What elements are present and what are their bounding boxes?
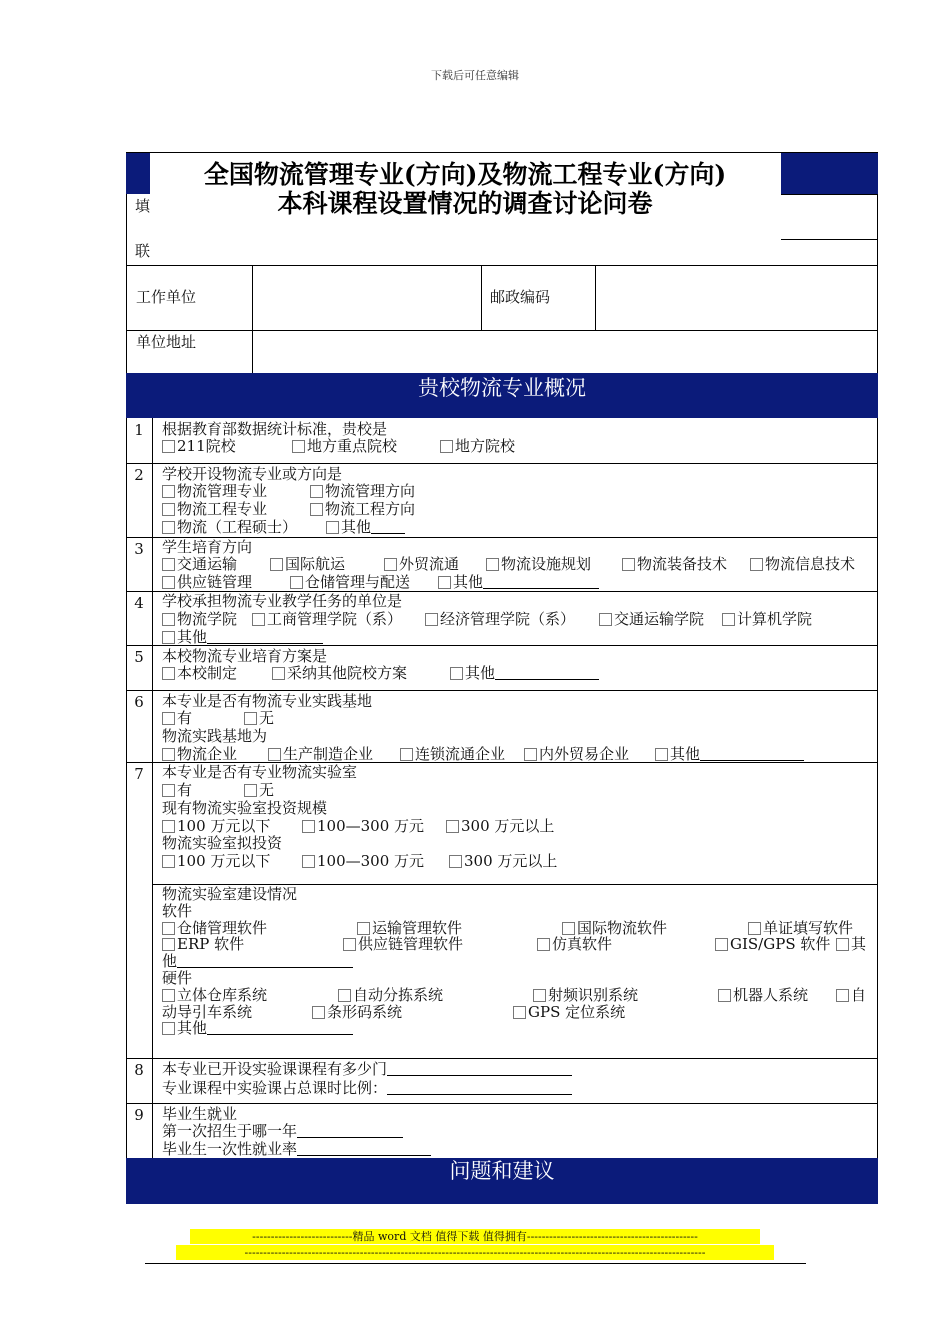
q7-number: 7 <box>134 765 144 783</box>
checkbox-icon <box>310 485 323 498</box>
q7-invest-option[interactable]: 300 万元以上 <box>446 817 554 835</box>
q7-hardware-option[interactable]: 立体仓库系统 <box>162 986 267 1004</box>
title-line-2: 本科课程设置情况的调查讨论问卷 <box>277 189 653 218</box>
q2-option-other[interactable]: 其他 <box>326 518 405 536</box>
checkbox-icon <box>310 503 323 516</box>
q7-option-yes[interactable]: 有 <box>162 781 192 799</box>
checkbox-icon <box>425 613 438 626</box>
q4-option[interactable]: 经济管理学院（系） <box>425 610 575 628</box>
q8-course-count[interactable]: 本专业已开设实验课课程有多少门 <box>162 1060 572 1078</box>
checkbox-icon <box>718 989 731 1002</box>
header-note: 下载后可任意编辑 <box>431 69 519 82</box>
checkbox-icon <box>748 922 761 935</box>
q8-lab-ratio[interactable]: 专业课程中实验课占总课时比例： <box>162 1079 572 1097</box>
checkbox-icon <box>162 503 175 516</box>
q5-text: 本校物流专业培育方案是 <box>162 647 328 665</box>
checkbox-icon <box>438 576 451 589</box>
q2-number: 2 <box>134 466 144 484</box>
checkbox-icon <box>162 440 175 453</box>
q1-text: 根据教育部数据统计标准，贵校是 <box>162 420 388 438</box>
checkbox-icon <box>162 855 175 868</box>
q5-number: 5 <box>134 648 144 666</box>
checkbox-icon <box>162 784 175 797</box>
q5-option-other[interactable]: 其他 <box>450 664 599 682</box>
checkbox-icon <box>836 938 849 951</box>
checkbox-icon <box>268 748 281 761</box>
q7-text-3: 物流实验室拟投资 <box>162 834 283 852</box>
checkbox-icon <box>524 748 537 761</box>
q4-number: 4 <box>134 594 144 612</box>
checkbox-icon <box>162 521 175 534</box>
q4-option-other[interactable]: 其他 <box>162 628 323 646</box>
q7-text-4: 物流实验室建设情况 <box>162 885 298 903</box>
checkbox-icon <box>440 440 453 453</box>
checkbox-icon <box>270 558 283 571</box>
checkbox-icon <box>562 922 575 935</box>
q4-text: 学校承担物流专业教学任务的单位是 <box>162 592 403 610</box>
q3-option[interactable]: 交通运输 <box>162 555 237 573</box>
footer-banner-1: ---------------------------精品 word 文档 值得下载 值得拥有---------------------------------------------- <box>190 1229 760 1244</box>
work-unit-label: 工作单位 <box>136 288 197 306</box>
checkbox-icon <box>486 558 499 571</box>
q7-software-option[interactable]: 仓储管理软件 <box>162 919 267 937</box>
q1-option-local[interactable]: 地方院校 <box>440 437 515 455</box>
checkbox-icon <box>343 938 356 951</box>
q6-base-option[interactable]: 生产制造企业 <box>268 745 373 763</box>
q7-plan-option[interactable]: 100—300 万元 <box>302 852 424 870</box>
q4-option[interactable]: 工商管理学院（系） <box>252 610 402 628</box>
title-line-1: 全国物流管理专业(方向)及物流工程专业(方向) <box>203 160 727 189</box>
q7-software-label: 软件 <box>162 902 193 920</box>
q4-option[interactable]: 计算机学院 <box>722 610 812 628</box>
q7-text: 本专业是否有专业物流实验室 <box>162 763 358 781</box>
q7-hardware-option[interactable]: 自动分拣系统 <box>338 986 443 1004</box>
document-title <box>150 160 780 218</box>
q3-option[interactable]: 物流装备技术 <box>622 555 727 573</box>
q2-option[interactable]: 物流工程方向 <box>310 500 415 518</box>
q7-software-option[interactable]: 仿真软件 <box>537 935 612 953</box>
checkbox-icon <box>655 748 668 761</box>
checkbox-icon <box>836 989 849 1002</box>
q6-base-option-other[interactable]: 其他 <box>655 745 804 763</box>
q6-number: 6 <box>134 693 144 711</box>
checkbox-icon <box>162 576 175 589</box>
address-field[interactable] <box>256 333 874 371</box>
q7-software-option-other[interactable]: 其 <box>836 935 866 953</box>
q7-software-other-blank[interactable]: 他 <box>162 952 353 970</box>
q7-plan-option[interactable]: 300 万元以上 <box>449 852 557 870</box>
checkbox-icon <box>244 784 257 797</box>
q2-option[interactable]: 物流（工程硕士） <box>162 518 297 536</box>
q6-base-option[interactable]: 物流企业 <box>162 745 237 763</box>
q7-software-option[interactable]: ERP 软件 <box>162 935 244 953</box>
q7-hardware-label: 硬件 <box>162 969 193 987</box>
q7-hardware-option[interactable]: 机器人系统 <box>718 986 808 1004</box>
footer-rule <box>145 1263 806 1264</box>
checkbox-icon <box>162 922 175 935</box>
q7-hardware-option-cont: 动导引车系统 <box>162 1003 253 1021</box>
checkbox-icon <box>244 712 257 725</box>
q9-first-enrollment[interactable]: 第一次招生于哪一年 <box>162 1122 403 1140</box>
section-title-suggestions: 问题和建议 <box>449 1159 555 1183</box>
checkbox-icon <box>312 1006 325 1019</box>
q3-option-other[interactable]: 其他 <box>438 573 599 591</box>
checkbox-icon <box>750 558 763 571</box>
q1-number: 1 <box>134 421 144 439</box>
q3-text: 学生培育方向 <box>162 538 253 556</box>
q7-invest-option[interactable]: 100—300 万元 <box>302 817 424 835</box>
q2-option[interactable]: 物流管理方向 <box>310 482 415 500</box>
q3-option[interactable]: 仓储管理与配送 <box>290 573 410 591</box>
checkbox-icon <box>715 938 728 951</box>
q3-option[interactable]: 外贸流通 <box>384 555 459 573</box>
checkbox-icon <box>357 922 370 935</box>
q7-hardware-option-other[interactable]: 其他 <box>162 1019 353 1037</box>
checkbox-icon <box>533 989 546 1002</box>
q1-option-211[interactable]: 211院校 <box>162 437 236 455</box>
q7-hardware-option[interactable]: 自 <box>836 986 866 1004</box>
checkbox-icon <box>449 855 462 868</box>
title-band-left <box>126 152 150 194</box>
checkbox-icon <box>302 855 315 868</box>
checkbox-icon <box>252 613 265 626</box>
q7-software-option[interactable]: 供应链管理软件 <box>343 935 463 953</box>
checkbox-icon <box>292 440 305 453</box>
q2-text: 学校开设物流专业或方向是 <box>162 465 343 483</box>
q9-number: 9 <box>134 1106 144 1124</box>
checkbox-icon <box>599 613 612 626</box>
address-label: 单位地址 <box>136 333 197 351</box>
checkbox-icon <box>450 667 463 680</box>
checkbox-icon <box>162 613 175 626</box>
checkbox-icon <box>162 820 175 833</box>
q7-text-2: 现有物流实验室投资规模 <box>162 799 328 817</box>
q7-hardware-option[interactable]: 射频识别系统 <box>533 986 638 1004</box>
checkbox-icon <box>400 748 413 761</box>
q5-option[interactable]: 本校制定 <box>162 664 237 682</box>
checkbox-icon <box>326 521 339 534</box>
q3-option[interactable]: 供应链管理 <box>162 573 252 591</box>
q6-base-option[interactable]: 内外贸易企业 <box>524 745 629 763</box>
q7-plan-option[interactable]: 100 万元以下 <box>162 852 270 870</box>
q3-option[interactable]: 国际航运 <box>270 555 345 573</box>
q7-hardware-option[interactable]: 条形码系统 <box>312 1003 402 1021</box>
q6-option-yes[interactable]: 有 <box>162 709 192 727</box>
checkbox-icon <box>338 989 351 1002</box>
section-title-overview: 贵校物流专业概况 <box>418 376 586 400</box>
q6-option-no[interactable]: 无 <box>244 709 274 727</box>
q7-hardware-option[interactable]: GPS 定位系统 <box>513 1003 625 1021</box>
checkbox-icon <box>162 1022 175 1035</box>
q6-text-2: 物流实践基地为 <box>162 727 268 745</box>
checkbox-icon <box>513 1006 526 1019</box>
work-unit-field[interactable] <box>256 268 478 328</box>
q2-option[interactable]: 物流管理专业 <box>162 482 267 500</box>
checkbox-icon <box>622 558 635 571</box>
q3-number: 3 <box>134 540 144 558</box>
q8-number: 8 <box>134 1061 144 1079</box>
footer-banner-2: ---------------------------------------------------------------------------------------------------------------------------- <box>176 1245 774 1260</box>
q4-option[interactable]: 交通运输学院 <box>599 610 704 628</box>
checkbox-icon <box>384 558 397 571</box>
q3-option[interactable]: 物流设施规划 <box>486 555 591 573</box>
checkbox-icon <box>272 667 285 680</box>
q3-option[interactable]: 物流信息技术 <box>750 555 855 573</box>
checkbox-icon <box>162 712 175 725</box>
q1-option-key-local[interactable]: 地方重点院校 <box>292 437 397 455</box>
q6-text: 本专业是否有物流专业实践基地 <box>162 692 373 710</box>
title-band-right <box>781 152 878 194</box>
checkbox-icon <box>162 485 175 498</box>
contact-label: 联 <box>135 242 151 260</box>
q7-invest-option[interactable]: 100 万元以下 <box>162 817 270 835</box>
q9-text: 毕业生就业 <box>162 1105 238 1123</box>
checkbox-icon <box>290 576 303 589</box>
q4-option[interactable]: 物流学院 <box>162 610 237 628</box>
postcode-field[interactable] <box>600 268 874 328</box>
checkbox-icon <box>162 667 175 680</box>
q5-option[interactable]: 采纳其他院校方案 <box>272 664 407 682</box>
checkbox-icon <box>162 989 175 1002</box>
q6-base-option[interactable]: 连锁流通企业 <box>400 745 505 763</box>
checkbox-icon <box>537 938 550 951</box>
q7-option-no[interactable]: 无 <box>244 781 274 799</box>
checkbox-icon <box>302 820 315 833</box>
checkbox-icon <box>446 820 459 833</box>
q7-software-option[interactable]: 国际物流软件 <box>562 919 667 937</box>
postcode-label: 邮政编码 <box>490 288 551 306</box>
fill-label: 填 <box>135 197 151 215</box>
checkbox-icon <box>162 631 175 644</box>
q9-employment-rate[interactable]: 毕业生一次性就业率 <box>162 1140 431 1158</box>
q7-software-option[interactable]: GIS/GPS 软件 <box>715 935 830 953</box>
q7-software-option[interactable]: 单证填写软件 <box>748 919 853 937</box>
q7-software-option[interactable]: 运输管理软件 <box>357 919 462 937</box>
checkbox-icon <box>162 938 175 951</box>
checkbox-icon <box>722 613 735 626</box>
checkbox-icon <box>162 748 175 761</box>
checkbox-icon <box>162 558 175 571</box>
q2-option[interactable]: 物流工程专业 <box>162 500 267 518</box>
